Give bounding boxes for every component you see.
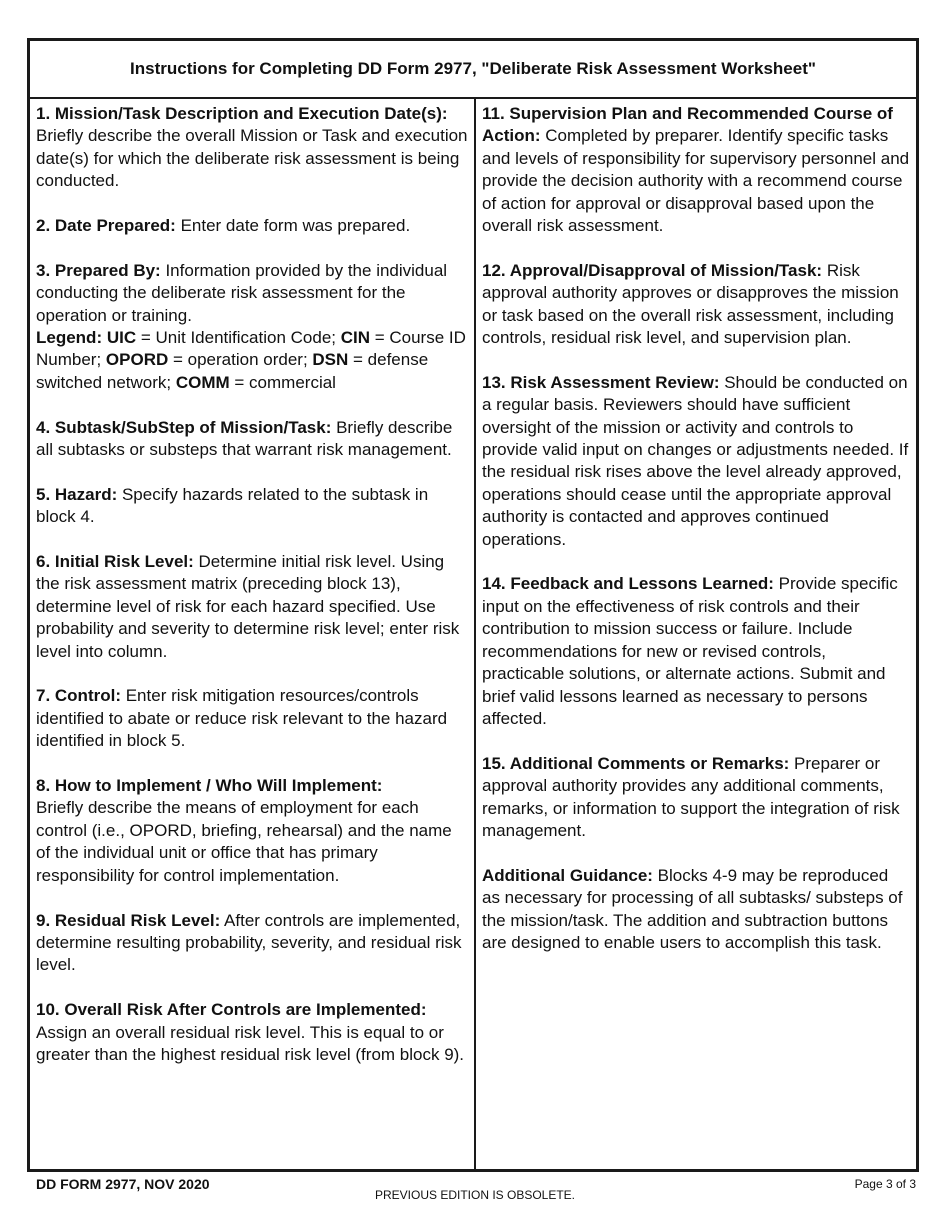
block-2-instruction: 2. Date Prepared: Enter date form was prepared. (36, 216, 411, 236)
block-15-instruction: 15. Additional Comments or Remarks: Preparer or approval authority provides any additional comments, remarks, or information to support the integration of risk management. (482, 753, 900, 840)
left-column (30, 99, 476, 1171)
edition-notice: PREVIOUS EDITION IS OBSOLETE. (374, 1188, 576, 1202)
block-9-instruction: 9. Residual Risk Level: After controls are implemented, determine resulting probability, severity, and residual risk level. (36, 910, 462, 975)
block-13-instruction: 13. Risk Assessment Review: Should be conducted on a regular basis. Reviewers should have sufficient oversight of the mission or activity and controls to provide valid input on changes or adjustments needed. If the residual risk rises above the level already approved, operations should cease until the appropriate approval authority is contacted and approves continued operations. (482, 372, 909, 549)
form-identifier: DD FORM 2977, NOV 2020 (36, 1176, 210, 1192)
block-14-instruction: 14. Feedback and Lessons Learned: Provide specific input on the effectiveness of risk controls and their contribution to mission success or failure. Include recommendations for new or revised controls, practicable solutions, or alternate actions. Submit and brief valid lessons learned as necessary to persons affected. (482, 574, 898, 728)
block-12-instruction: 12. Approval/Disapproval of Mission/Task: Risk approval authority approves or disapproves the mission or task based on the overall risk assessment, including controls, residual risk level, and supervision plan. (482, 260, 899, 348)
form-title: Instructions for Completing DD Form 2977, "Deliberate Risk Assessment Worksheet" (30, 41, 916, 99)
instruction-columns (30, 99, 916, 1171)
legend: Legend: UIC = Unit Identification Code; CIN = Course ID Number; OPORD = operation order; DSN = defense switched network; COMM = commercial (36, 328, 466, 392)
block-7-instruction: 7. Control: Enter risk mitigation resources/controls identified to abate or reduce risk relevant to the hazard identified in block 5. (36, 686, 448, 751)
right-column (476, 99, 916, 1171)
block-10-instruction: 10. Overall Risk After Controls are Implemented: Assign an overall residual risk level. This is equal to or greater than the highest residual risk level (from block 9). (36, 1000, 465, 1064)
additional-guidance: Additional Guidance: Blocks 4-9 may be reproduced as necessary for processing of all subtasks/ substeps of the mission/task. The addition and subtraction buttons are designed to enable users to accomplish this task. (482, 865, 903, 952)
block-5-instruction: 5. Hazard: Specify hazards related to the subtask in block 4. (36, 484, 429, 527)
block-11-instruction: 11. Supervision Plan and Recommended Course of Action: Completed by preparer. Identify specific tasks and levels of responsibility for supervisory personnel and provide the decision authority with a recommend course of action for approval or disapproval based upon the overall risk assessment. (482, 104, 910, 236)
block-6-instruction: 6. Initial Risk Level: Determine initial risk level. Using the risk assessment matrix (preceding block 13), determine level of risk for each hazard specified. Use probability and severity to determine risk level; enter risk level into column. (36, 552, 460, 661)
block-3-instruction: 3. Prepared By: Information provided by the individual conducting the deliberate risk assessment for the operation or training. Legend: UIC = Unit Identification Code; CIN = Course ID Number; OPORD = operation order; DSN = defense switched network; COMM = commercial (36, 260, 466, 392)
block-4-instruction: 4. Subtask/SubStep of Mission/Task: Briefly describe all subtasks or substeps that warrant risk management. (36, 417, 453, 460)
block-8-instruction: 8. How to Implement / Who Will Implement: Briefly describe the means of employment for each control (i.e., OPORD, briefing, rehearsal) and the name of the individual unit or office that has primary responsibility for control implementation. (36, 776, 452, 885)
page-number: Page 3 of 3 (854, 1177, 916, 1191)
instructions-form (27, 38, 919, 1172)
block-1-instruction: 1. Mission/Task Description and Execution Date(s): Briefly describe the overall Mission or Task and execution date(s) for which the deliberate risk assessment is being conducted. (36, 104, 468, 191)
